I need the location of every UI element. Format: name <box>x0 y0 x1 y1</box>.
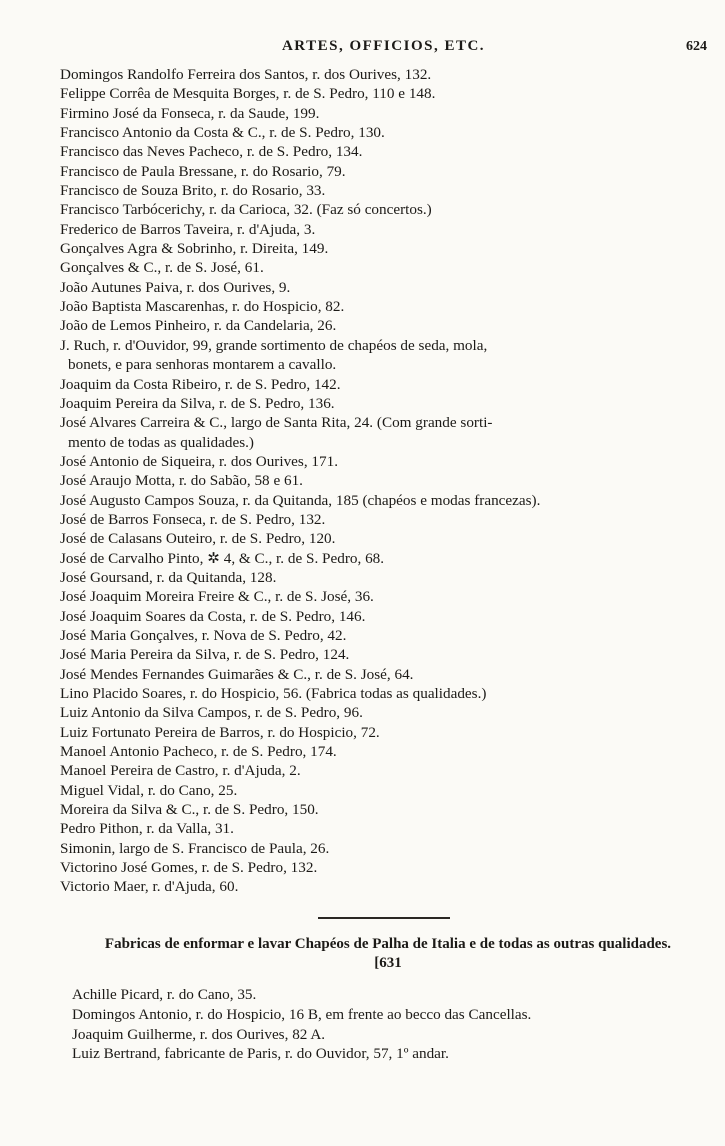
directory-entry: Frederico de Barros Taveira, r. d'Ajuda, 3. <box>60 220 316 238</box>
running-title: ARTES, OFFICIOS, ETC. <box>281 38 486 54</box>
directory-entry: Domingos Antonio, r. do Hospicio, 16 B, em frente ao becco das Cancellas. <box>72 1005 532 1023</box>
directory-entry: Lino Placido Soares, r. do Hospicio, 56. (Fabrica todas as qualidades.) <box>60 685 487 702</box>
directory-entry: Pedro Pithon, r. da Valla, 31. <box>60 820 234 838</box>
directory-entry: José Maria Gonçalves, r. Nova de S. Pedro, 42. <box>60 626 347 644</box>
directory-entry: Moreira da Silva & C., r. de S. Pedro, 150. <box>60 801 319 819</box>
page-number: 624 <box>686 39 707 54</box>
entry-line: José Alvares Carreira & C., largo de Santa Rita, 24. (Com grande sorti- <box>60 414 493 432</box>
page-header <box>60 38 707 60</box>
directory-entry: Firmino José da Fonseca, r. da Saude, 199. <box>60 104 320 122</box>
directory-entry: Manoel Pereira de Castro, r. d'Ajuda, 2. <box>60 762 301 780</box>
directory-entry: Joaquim Guilherme, r. dos Ourives, 82 A. <box>72 1025 326 1043</box>
directory-entry: João Baptista Mascarenhas, r. do Hospicio, 82. <box>60 298 345 316</box>
section-divider <box>318 917 450 919</box>
directory-entry: Francisco de Souza Brito, r. do Rosario, 33. <box>60 182 326 200</box>
directory-entry: Gonçalves Agra & Sobrinho, r. Direita, 149. <box>60 240 329 258</box>
directory-entry: Joaquim Pereira da Silva, r. de S. Pedro, 136. <box>60 394 335 412</box>
directory-entry: Luiz Antonio da Silva Campos, r. de S. Pedro, 96. <box>60 704 363 722</box>
directory-entry: José de Calasans Outeiro, r. de S. Pedro, 120. <box>60 530 336 548</box>
directory-entry: José Maria Pereira da Silva, r. de S. Pedro, 124. <box>60 646 350 664</box>
directory-entry: Victorino José Gomes, r. de S. Pedro, 132. <box>60 859 318 877</box>
directory-entry: José Antonio de Siqueira, r. dos Ourives, 171. <box>60 452 338 470</box>
section-entry-list <box>72 985 700 1064</box>
directory-entry: Achille Picard, r. do Cano, 35. <box>72 986 257 1003</box>
directory-entry: Felippe Corrêa de Mesquita Borges, r. de S. Pedro, 110 e 148. <box>60 85 436 103</box>
directory-entry: Francisco Tarbócerichy, r. da Carioca, 32. (Faz só concertos.) <box>60 201 432 219</box>
directory-entry: Gonçalves & C., r. de S. José, 61. <box>60 259 264 277</box>
directory-entry: Francisco das Neves Pacheco, r. de S. Pedro, 134. <box>60 143 363 161</box>
directory-entry: Domingos Randolfo Ferreira dos Santos, r. dos Ourives, 132. <box>60 66 432 83</box>
directory-entry: Miguel Vidal, r. do Cano, 25. <box>60 781 238 799</box>
directory-entry: Simonin, largo de S. Francisco de Paula, 26. <box>60 839 330 857</box>
directory-entry: José Joaquim Moreira Freire & C., r. de S. José, 36. <box>60 588 374 606</box>
directory-entry: Luiz Bertrand, fabricante de Paris, r. do Ouvidor, 57, 1º andar. <box>72 1045 449 1063</box>
directory-entry: Manoel Antonio Pacheco, r. de S. Pedro, 174. <box>60 743 337 761</box>
directory-entry: Luiz Fortunato Pereira de Barros, r. do Hospicio, 72. <box>60 723 380 741</box>
directory-entry <box>60 413 700 452</box>
entry-line: J. Ruch, r. d'Ouvidor, 99, grande sortimento de chapéos de seda, mola, <box>60 336 488 354</box>
directory-entry: Francisco Antonio da Costa & C., r. de S. Pedro, 130. <box>60 124 385 142</box>
entry-list <box>60 65 700 897</box>
directory-entry: José Mendes Fernandes Guimarães & C., r. de S. José, 64. <box>60 665 414 683</box>
directory-entry: José de Carvalho Pinto, ✲ 4, & C., r. de S. Pedro, 68. <box>60 549 385 567</box>
directory-entry: José de Barros Fonseca, r. de S. Pedro, 132. <box>60 510 326 528</box>
directory-entry <box>60 336 700 375</box>
directory-entry: José Goursand, r. da Quitanda, 128. <box>60 568 277 586</box>
section-heading: Fabricas de enformar e lavar Chapéos de Palha de Italia e de todas as outras qualidades. [631 <box>104 936 672 971</box>
entry-continuation: mento de todas as qualidades.) <box>68 433 254 451</box>
directory-entry: Victorio Maer, r. d'Ajuda, 60. <box>60 878 239 896</box>
entry-continuation: bonets, e para senhoras montarem a cavallo. <box>68 356 337 374</box>
directory-entry: José Augusto Campos Souza, r. da Quitanda, 185 (chapéos e modas francezas). <box>60 491 541 509</box>
directory-entry: João Autunes Paiva, r. dos Ourives, 9. <box>60 278 291 296</box>
directory-entry: Francisco de Paula Bressane, r. do Rosario, 79. <box>60 162 346 180</box>
directory-entry: José Joaquim Soares da Costa, r. de S. Pedro, 146. <box>60 607 366 625</box>
directory-entry: José Araujo Motta, r. do Sabão, 58 e 61. <box>60 472 303 490</box>
directory-entry: João de Lemos Pinheiro, r. da Candelaria, 26. <box>60 317 337 335</box>
directory-entry: Joaquim da Costa Ribeiro, r. de S. Pedro, 142. <box>60 375 341 393</box>
